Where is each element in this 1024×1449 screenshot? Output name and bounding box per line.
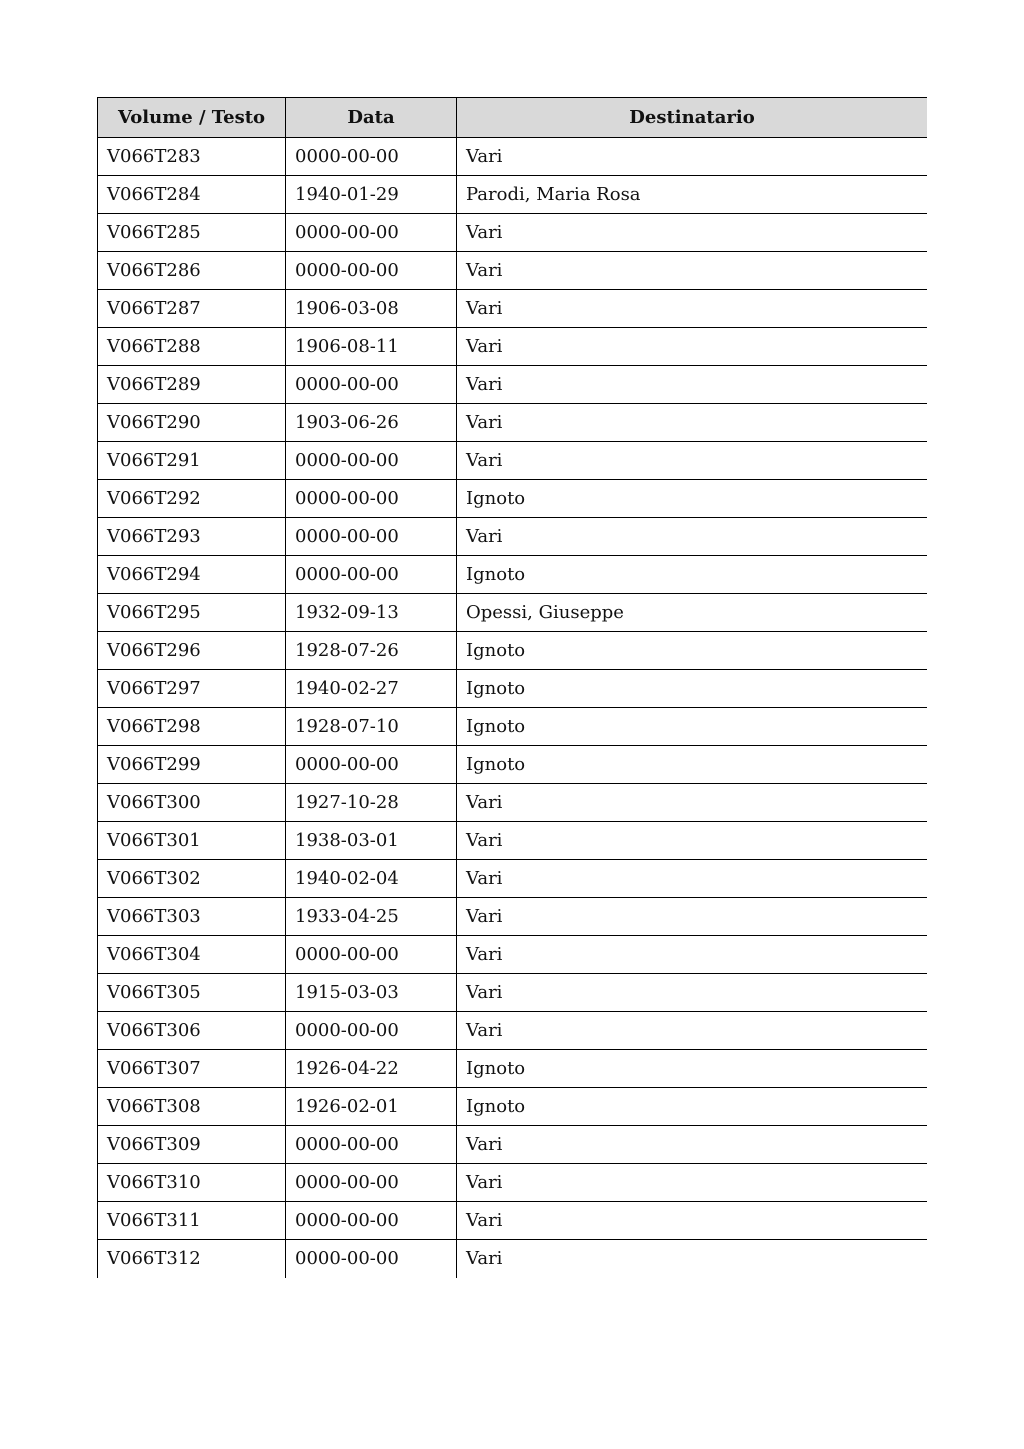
- cell-destinatario: Vari: [457, 1164, 928, 1202]
- cell-data: 1926-04-22: [286, 1050, 457, 1088]
- cell-data: 1915-03-03: [286, 974, 457, 1012]
- cell-volume-testo: V066T310: [98, 1164, 286, 1202]
- cell-volume-testo: V066T297: [98, 670, 286, 708]
- cell-destinatario: Ignoto: [457, 556, 928, 594]
- cell-volume-testo: V066T287: [98, 290, 286, 328]
- cell-destinatario: Ignoto: [457, 670, 928, 708]
- table-body: [98, 138, 928, 1278]
- table-row: [98, 480, 928, 518]
- cell-destinatario: Vari: [457, 214, 928, 252]
- cell-data: 0000-00-00: [286, 1126, 457, 1164]
- cell-data: 0000-00-00: [286, 480, 457, 518]
- cell-destinatario: Opessi, Giuseppe: [457, 594, 928, 632]
- cell-destinatario: Vari: [457, 898, 928, 936]
- cell-destinatario: Ignoto: [457, 746, 928, 784]
- cell-volume-testo: V066T302: [98, 860, 286, 898]
- table-row: [98, 366, 928, 404]
- cell-volume-testo: V066T294: [98, 556, 286, 594]
- header-data: Data: [286, 98, 457, 138]
- cell-destinatario: Vari: [457, 366, 928, 404]
- cell-destinatario: Vari: [457, 936, 928, 974]
- cell-data: 1933-04-25: [286, 898, 457, 936]
- cell-destinatario: Vari: [457, 1202, 928, 1240]
- cell-volume-testo: V066T285: [98, 214, 286, 252]
- cell-destinatario: Vari: [457, 404, 928, 442]
- table-row: [98, 442, 928, 480]
- cell-volume-testo: V066T283: [98, 138, 286, 176]
- cell-data: 1938-03-01: [286, 822, 457, 860]
- table-row: [98, 556, 928, 594]
- table-row: [98, 898, 928, 936]
- cell-data: 0000-00-00: [286, 366, 457, 404]
- cell-volume-testo: V066T312: [98, 1240, 286, 1278]
- cell-data: 0000-00-00: [286, 1240, 457, 1278]
- cell-data: 0000-00-00: [286, 214, 457, 252]
- table-row: [98, 1240, 928, 1278]
- cell-destinatario: Vari: [457, 822, 928, 860]
- cell-data: 1928-07-10: [286, 708, 457, 746]
- cell-volume-testo: V066T303: [98, 898, 286, 936]
- cell-volume-testo: V066T307: [98, 1050, 286, 1088]
- cell-destinatario: Vari: [457, 1012, 928, 1050]
- cell-destinatario: Vari: [457, 784, 928, 822]
- cell-data: 0000-00-00: [286, 1012, 457, 1050]
- table-row: [98, 1012, 928, 1050]
- table-row: [98, 328, 928, 366]
- cell-destinatario: Vari: [457, 1240, 928, 1278]
- table-row: [98, 936, 928, 974]
- cell-data: 1940-02-27: [286, 670, 457, 708]
- cell-data: 0000-00-00: [286, 1202, 457, 1240]
- cell-volume-testo: V066T284: [98, 176, 286, 214]
- table-row: [98, 138, 928, 176]
- cell-data: 1932-09-13: [286, 594, 457, 632]
- table-row: [98, 290, 928, 328]
- cell-destinatario: Vari: [457, 518, 928, 556]
- cell-data: 0000-00-00: [286, 1164, 457, 1202]
- cell-volume-testo: V066T299: [98, 746, 286, 784]
- cell-data: 1903-06-26: [286, 404, 457, 442]
- table-row: [98, 670, 928, 708]
- cell-volume-testo: V066T291: [98, 442, 286, 480]
- cell-destinatario: Vari: [457, 860, 928, 898]
- cell-data: 0000-00-00: [286, 936, 457, 974]
- cell-destinatario: Ignoto: [457, 1088, 928, 1126]
- cell-volume-testo: V066T296: [98, 632, 286, 670]
- cell-volume-testo: V066T286: [98, 252, 286, 290]
- cell-data: 0000-00-00: [286, 442, 457, 480]
- table-header-row: [98, 98, 928, 138]
- cell-destinatario: Vari: [457, 328, 928, 366]
- cell-data: 0000-00-00: [286, 556, 457, 594]
- cell-destinatario: Vari: [457, 1126, 928, 1164]
- cell-destinatario: Ignoto: [457, 632, 928, 670]
- cell-volume-testo: V066T305: [98, 974, 286, 1012]
- cell-data: 0000-00-00: [286, 746, 457, 784]
- cell-volume-testo: V066T290: [98, 404, 286, 442]
- header-destinatario: Destinatario: [457, 98, 928, 138]
- cell-volume-testo: V066T288: [98, 328, 286, 366]
- cell-destinatario: Ignoto: [457, 708, 928, 746]
- table-row: [98, 632, 928, 670]
- table-row: [98, 708, 928, 746]
- cell-destinatario: Vari: [457, 290, 928, 328]
- header-volume-testo: Volume / Testo: [98, 98, 286, 138]
- cell-destinatario: Parodi, Maria Rosa: [457, 176, 928, 214]
- cell-volume-testo: V066T306: [98, 1012, 286, 1050]
- table-row: [98, 518, 928, 556]
- cell-data: 1906-03-08: [286, 290, 457, 328]
- table-row: [98, 1202, 928, 1240]
- table-row: [98, 860, 928, 898]
- table-row: [98, 252, 928, 290]
- cell-data: 1940-01-29: [286, 176, 457, 214]
- cell-volume-testo: V066T301: [98, 822, 286, 860]
- table-row: [98, 1050, 928, 1088]
- table-row: [98, 214, 928, 252]
- table-row: [98, 746, 928, 784]
- cell-volume-testo: V066T311: [98, 1202, 286, 1240]
- cell-data: 1906-08-11: [286, 328, 457, 366]
- cell-destinatario: Ignoto: [457, 1050, 928, 1088]
- cell-destinatario: Vari: [457, 252, 928, 290]
- cell-data: 1926-02-01: [286, 1088, 457, 1126]
- letters-table-container: [97, 97, 927, 1311]
- table-row: [98, 594, 928, 632]
- cell-data: 1940-02-04: [286, 860, 457, 898]
- cell-volume-testo: V066T309: [98, 1126, 286, 1164]
- cell-data: 1927-10-28: [286, 784, 457, 822]
- cell-volume-testo: V066T300: [98, 784, 286, 822]
- cell-volume-testo: V066T298: [98, 708, 286, 746]
- letters-table: [97, 97, 927, 1278]
- cell-destinatario: Vari: [457, 974, 928, 1012]
- cell-destinatario: Vari: [457, 138, 928, 176]
- table-row: [98, 404, 928, 442]
- table-row: [98, 784, 928, 822]
- table-row: [98, 974, 928, 1012]
- table-row: [98, 1126, 928, 1164]
- table-row: [98, 1164, 928, 1202]
- cell-data: 0000-00-00: [286, 518, 457, 556]
- cell-volume-testo: V066T292: [98, 480, 286, 518]
- table-row: [98, 176, 928, 214]
- cell-data: 0000-00-00: [286, 252, 457, 290]
- cell-volume-testo: V066T308: [98, 1088, 286, 1126]
- cell-volume-testo: V066T293: [98, 518, 286, 556]
- cell-volume-testo: V066T304: [98, 936, 286, 974]
- cell-volume-testo: V066T295: [98, 594, 286, 632]
- table-row: [98, 822, 928, 860]
- cell-destinatario: Ignoto: [457, 480, 928, 518]
- cell-data: 1928-07-26: [286, 632, 457, 670]
- cell-data: 0000-00-00: [286, 138, 457, 176]
- cell-volume-testo: V066T289: [98, 366, 286, 404]
- cell-destinatario: Vari: [457, 442, 928, 480]
- table-row: [98, 1088, 928, 1126]
